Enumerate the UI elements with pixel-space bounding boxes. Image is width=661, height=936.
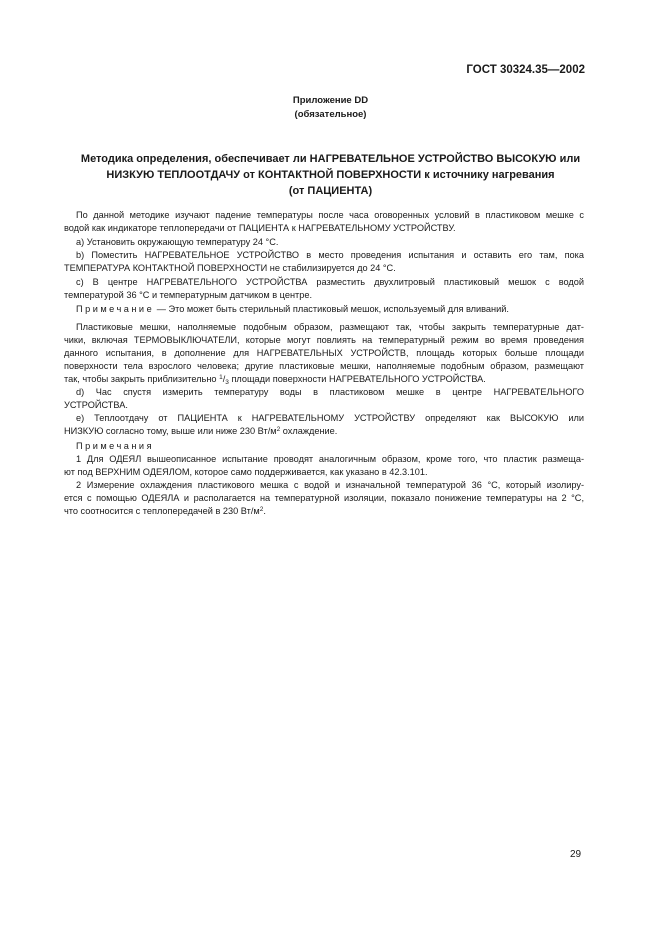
text-segment: . [263, 506, 266, 516]
text-line: ют под ВЕРХНИМ ОДЕЯЛОМ, которое само поддерживается, как указано в 42.3.101. [64, 467, 428, 477]
text-line: данного испытания, в дополнение для НАГРЕВАТЕЛЬНЫХ УСТРОЙСТВ, площадь которых больше площади [64, 348, 584, 358]
list-item-a: a) Установить окружающую температуру 24 °С. [76, 237, 279, 247]
text-line: ТЕМПЕРАТУРА КОНТАКТНОЙ ПОВЕРХНОСТИ не стабилизируется до 24 °С. [64, 263, 396, 273]
fraction-numerator: 1 [219, 374, 223, 381]
document-code: ГОСТ 30324.35—2002 [466, 64, 585, 76]
section-title-line: (от ПАЦИЕНТА) [288, 185, 373, 197]
section-title-line: НИЗКУЮ ТЕПЛООТДАЧУ от КОНТАКТНОЙ ПОВЕРХНОСТИ к источнику нагревания [106, 169, 555, 181]
text-line: Пластиковые мешки, наполняемые подобным образом, размещают так, чтобы закрыть температурные дат- [76, 322, 584, 332]
text-line [64, 426, 337, 437]
text-line: температурой 36 °С и температурным датчиком в центре. [64, 290, 312, 300]
text-segment: что соотносится с теплопередачей в 230 Вт/м [64, 506, 260, 516]
list-item-c: c) В центре НАГРЕВАТЕЛЬНОГО УСТРОЙСТВА разместить двухлитровый пластиковый мешок с водой [76, 277, 584, 287]
list-item-e: e) Теплоотдачу от ПАЦИЕНТА к НАГРЕВАТЕЛЬНОМУ УСТРОЙСТВУ определяют как ВЫСОКУЮ или [76, 413, 584, 423]
note-1: 1 Для ОДЕЯЛ вышеописанное испытание проводят аналогичным образом, кроме того, что пластик размеща- [76, 454, 584, 464]
text-segment: площади поверхности НАГРЕВАТЕЛЬНОГО УСТРОЙСТВА. [231, 374, 486, 384]
text-segment: охлаждение. [280, 426, 338, 436]
page-number: 29 [570, 849, 582, 860]
text-line: ется с помощью ОДЕЯЛА и располагается на температурной изоляции, показало понижение температуры на 2 °С, [64, 493, 584, 503]
section-title-line: Методика определения, обеспечивает ли НАГРЕВАТЕЛЬНОЕ УСТРОЙСТВО ВЫСОКУЮ или [80, 153, 581, 165]
fraction-denominator: 3 [225, 379, 229, 386]
text-line: По данной методике изучают падение температуры после часа оговоренных условий в пластиковом мешке с [76, 210, 584, 220]
text-line: поверхности тела взрослого человека; другие пластиковые мешки, наполняемые подобным образом, размещают [64, 361, 584, 371]
note [76, 304, 509, 315]
superscript: 2 [276, 426, 281, 433]
annex-title: Приложение DD [292, 95, 369, 106]
note-2: 2 Измерение охлаждения пластикового мешка с водой и изначальной температурой 36 °С, который изолиру- [76, 480, 584, 490]
list-item-d: d) Час спустя измерить температуру воды в пластиковом мешке в центре НАГРЕВАТЕЛЬНОГО [76, 387, 584, 397]
annex-status: (обязательное) [294, 109, 367, 120]
note-text: — Это может быть стерильный пластиковый мешок, используемый для вливаний. [156, 304, 509, 314]
text-segment: так, чтобы закрыть приблизительно [64, 374, 217, 384]
notes-label: Примечания [76, 441, 155, 451]
list-item-b: b) Поместить НАГРЕВАТЕЛЬНОЕ УСТРОЙСТВО в место проведения испытания и оставить его там, пока [76, 250, 584, 260]
text-line: чики, включая ТЕРМОВЫКЛЮЧАТЕЛИ, которые могут повлиять на температурный режим во время проведения [64, 335, 584, 345]
text-line: так, чтобы закрыть приблизительно $^1/_3$ площади поверхности НАГРЕВАТЕЛЬНОГО УСТРОЙСТВА. [64, 374, 486, 386]
superscript: 2 [259, 506, 264, 513]
text-line [64, 506, 266, 517]
text-line: УСТРОЙСТВА. [64, 400, 128, 410]
text-segment: НИЗКУЮ согласно тому, выше или ниже 230 Вт/м [64, 426, 277, 436]
note-label: Примечание [76, 304, 155, 314]
text-line: водой как индикаторе теплопередачи от ПАЦИЕНТА к НАГРЕВАТЕЛЬНОМУ УСТРОЙСТВУ. [64, 223, 456, 233]
